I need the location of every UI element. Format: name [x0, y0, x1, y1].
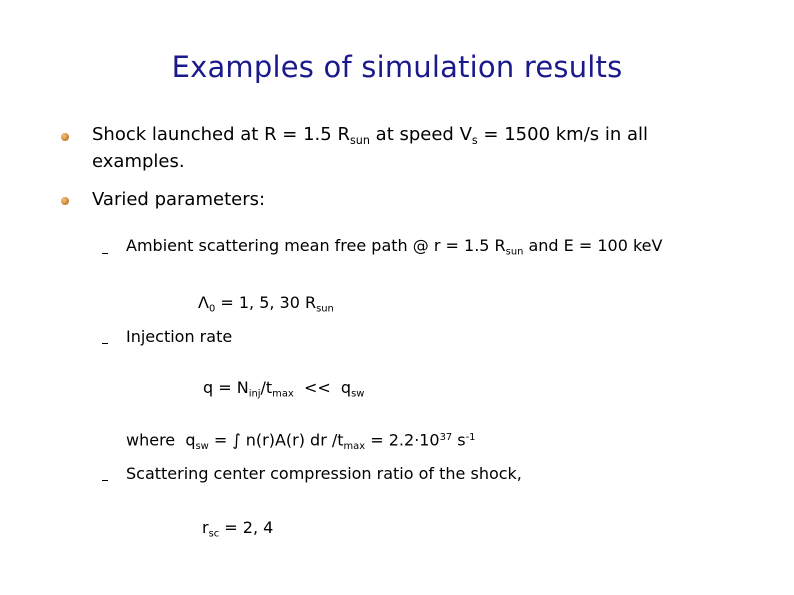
text-segment: Λ — [198, 293, 209, 312]
subscript: sun — [505, 246, 524, 258]
bullet-varied-parameters: Varied parameters: — [92, 189, 266, 210]
dash-icon — [102, 253, 108, 254]
text-segment: and E = 100 keV — [523, 236, 663, 255]
formula-lambda — [198, 292, 334, 320]
formula-rsc — [202, 517, 273, 545]
item-mean-free-path — [126, 235, 662, 263]
formula-where — [126, 427, 476, 458]
text-segment: = 2.2⋅10 — [365, 430, 440, 450]
text-segment: s — [452, 430, 466, 450]
dash-icon — [102, 480, 108, 481]
slide-title: Examples of simulation results — [171, 50, 623, 84]
superscript: -1 — [465, 432, 476, 443]
subscript: sw — [195, 440, 209, 452]
dash-icon — [102, 343, 108, 344]
item-injection-rate: Injection rate — [126, 327, 233, 346]
subscript: inj — [248, 388, 261, 400]
text-segment: << q — [293, 378, 352, 397]
bullet-icon — [61, 133, 69, 141]
text-segment: = 1, 5, 30 R — [215, 293, 317, 312]
item-compression-ratio: Scattering center compression ratio of the shock, — [126, 464, 522, 483]
subscript: 0 — [208, 303, 216, 315]
bullet-shock-text-cont: examples. — [92, 151, 185, 172]
subscript: max — [272, 388, 294, 400]
text-segment: = 2, 4 — [219, 518, 274, 537]
subscript: s — [471, 133, 478, 147]
text-segment: = 1500 km/s in all — [477, 124, 649, 145]
text-segment: where q — [126, 430, 196, 450]
superscript: 37 — [439, 432, 453, 443]
text-segment: Ambient scattering mean free path @ r = 1.5 R — [126, 236, 506, 255]
subscript: max — [343, 440, 366, 452]
subscript: sc — [208, 528, 220, 540]
text-segment: Shock launched at R = 1.5 R — [92, 124, 350, 145]
bullet-icon — [61, 197, 69, 205]
text-segment: r — [202, 518, 209, 537]
subscript: sun — [349, 133, 370, 147]
text-segment: /t — [260, 378, 273, 397]
text-segment: = ∫ n(r)A(r) dr /t — [208, 430, 344, 450]
text-segment: q = N — [203, 378, 249, 397]
subscript: sun — [316, 303, 334, 315]
formula-injection — [203, 377, 364, 405]
subscript: sw — [351, 388, 365, 400]
text-segment: at speed V — [369, 124, 472, 145]
